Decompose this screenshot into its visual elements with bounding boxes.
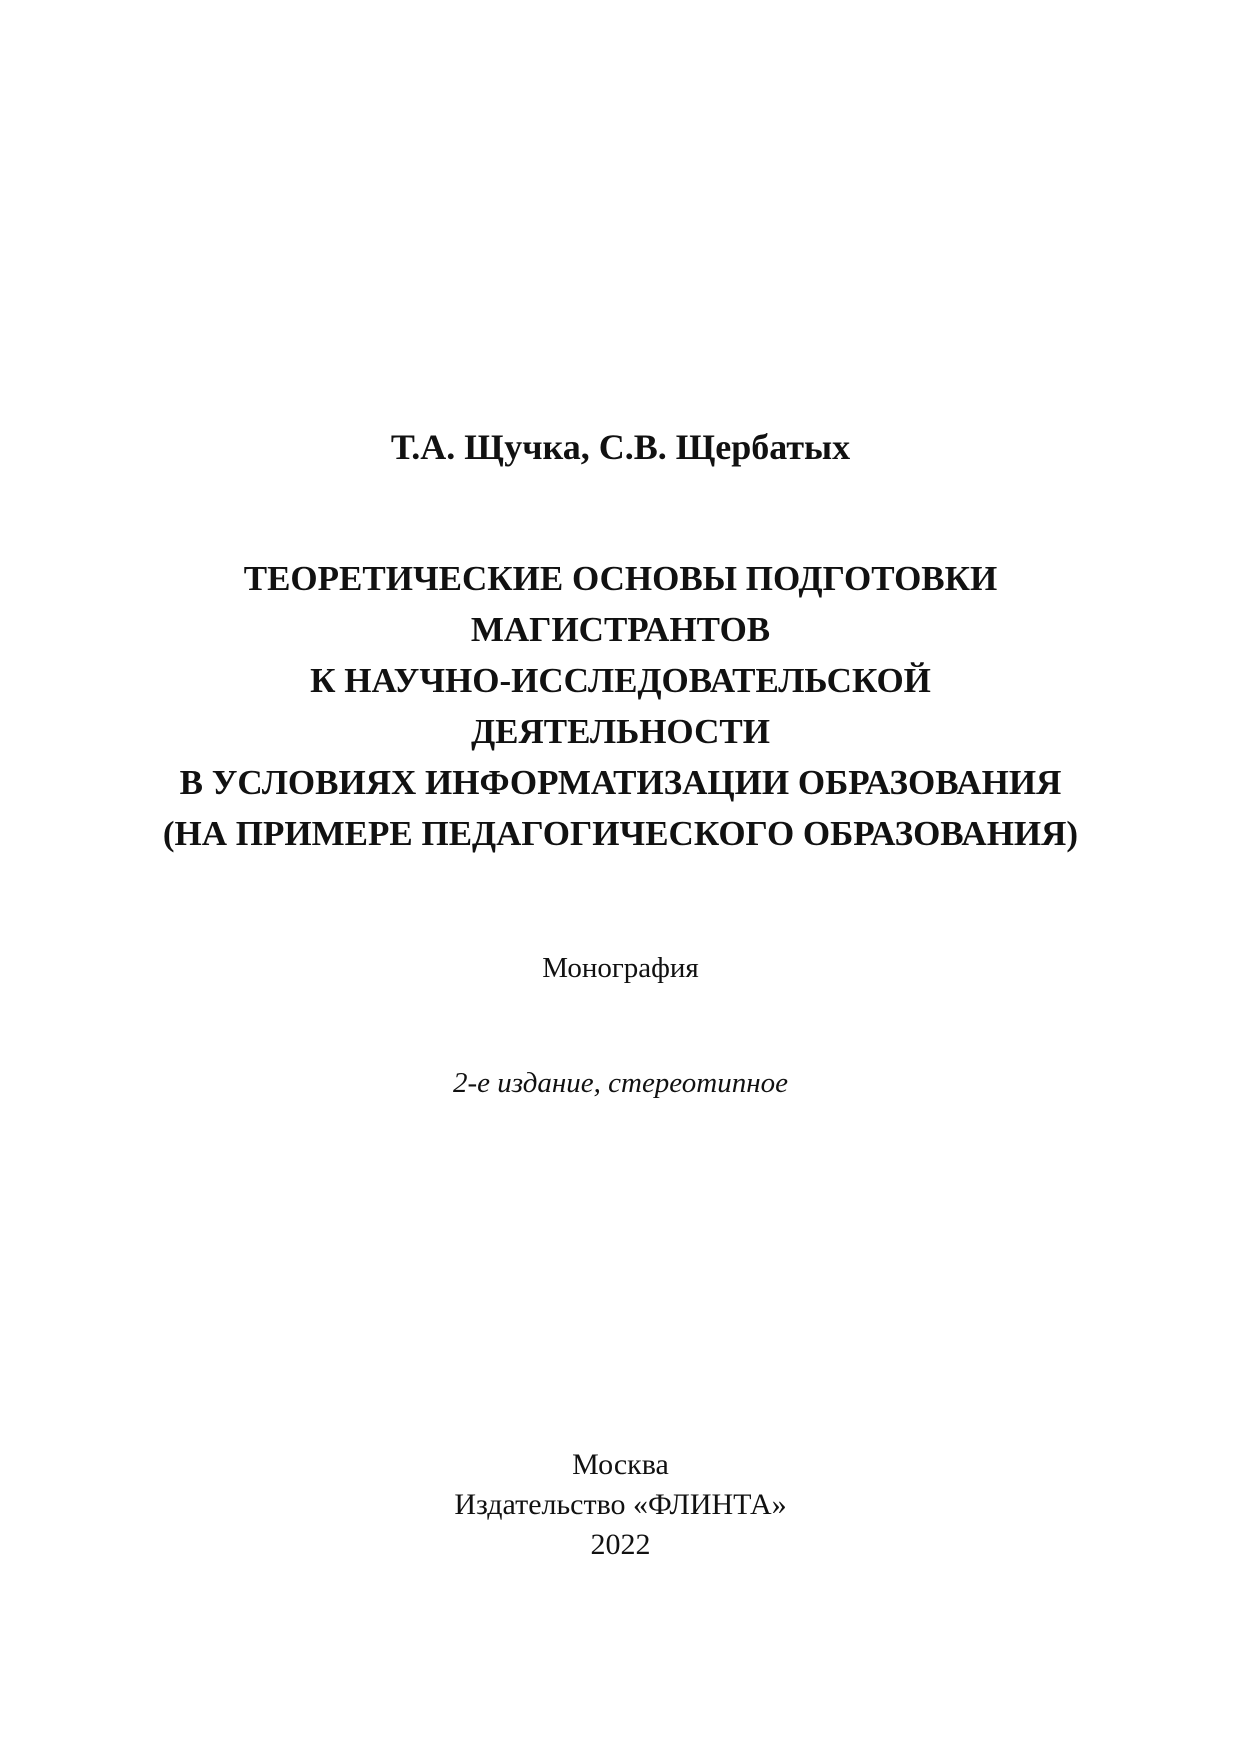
imprint-publisher: Издательство «ФЛИНТА»: [454, 1488, 787, 1521]
imprint: [0, 1445, 1241, 1565]
title-line: ТЕОРЕТИЧЕСКИЕ ОСНОВЫ ПОДГОТОВКИ: [243, 559, 998, 598]
book-title: [0, 553, 1241, 859]
title-line: В УСЛОВИЯХ ИНФОРМАТИЗАЦИИ ОБРАЗОВАНИЯ: [179, 763, 1062, 802]
title-line: (НА ПРИМЕРЕ ПЕДАГОГИЧЕСКОГО ОБРАЗОВАНИЯ): [162, 814, 1079, 853]
title-line: МАГИСТРАНТОВ: [470, 610, 771, 649]
title-line: К НАУЧНО-ИССЛЕДОВАТЕЛЬСКОЙ: [310, 661, 931, 700]
title-line: ДЕЯТЕЛЬНОСТИ: [471, 712, 770, 751]
genre-label: Монография: [542, 952, 699, 984]
edition-label: 2-е издание, стереотипное: [452, 1067, 788, 1099]
imprint-city: Москва: [572, 1448, 669, 1481]
imprint-year: 2022: [590, 1528, 651, 1561]
authors: Т.А. Щучка, С.В. Щербатых: [390, 427, 851, 467]
